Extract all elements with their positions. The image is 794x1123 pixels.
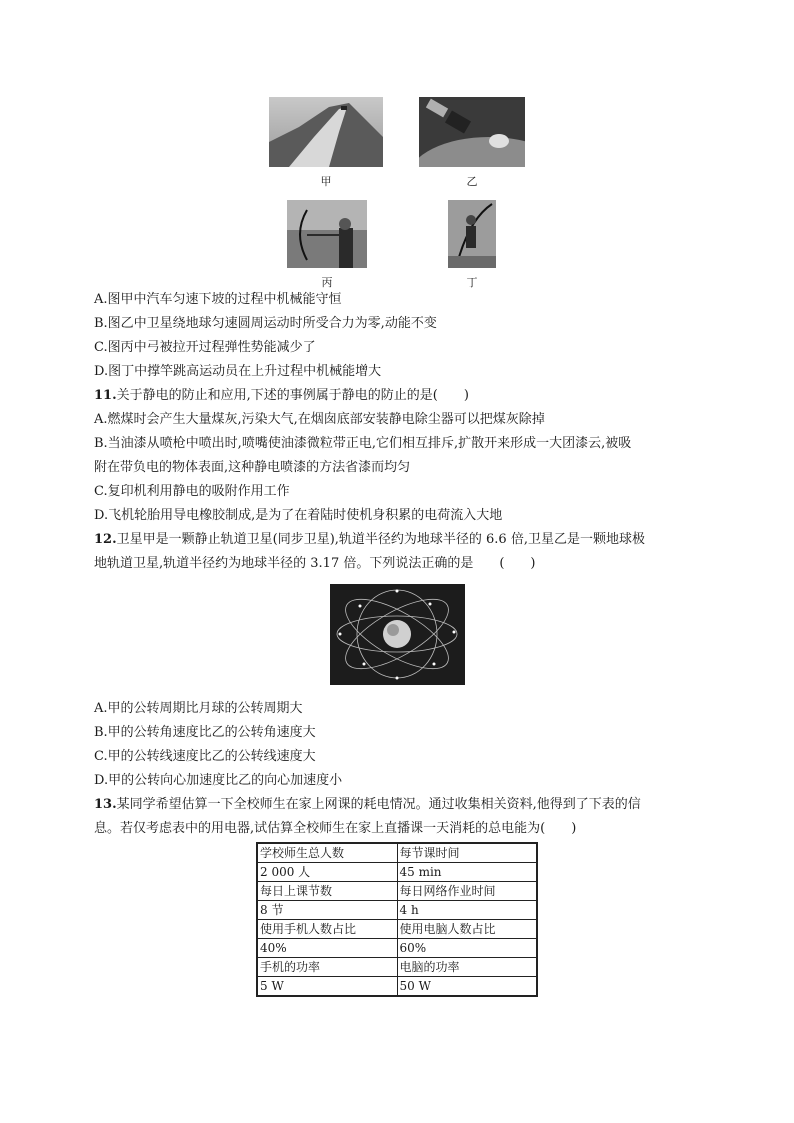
figure-yi-photo — [419, 97, 525, 167]
q12-option-a: A.甲的公转周期比月球的公转周期大 — [94, 701, 303, 716]
q12-stem-line2: 地轨道卫星,轨道半径约为地球半径的 3.17 倍。下列说法正确的是 ( ) — [94, 556, 536, 571]
table-cell: 45 min — [397, 863, 537, 882]
q13-stem-line1 — [94, 796, 641, 814]
q12-option-c: C.甲的公转线速度比乙的公转线速度大 — [94, 749, 316, 764]
table-cell: 学校师生总人数 — [257, 843, 397, 863]
q11-stem-text: 关于静电的防止和应用,下述的事例属于静电的防止的是( ) — [116, 388, 469, 403]
q11-option-b-cont: 附在带负电的物体表面,这种静电喷漆的方法省漆而均匀 — [94, 460, 411, 475]
q11-option-a: A.燃煤时会产生大量煤灰,污染大气,在烟囱底部安装静电除尘器可以把煤灰除掉 — [94, 412, 545, 427]
q10-option-d: D.图丁中撑竿跳高运动员在上升过程中机械能增大 — [94, 364, 382, 379]
table-row — [257, 958, 537, 977]
table-cell: 5 W — [257, 977, 397, 997]
table-cell: 使用电脑人数占比 — [397, 920, 537, 939]
q11-stem — [94, 387, 469, 405]
table-row — [257, 920, 537, 939]
table-cell: 40% — [257, 939, 397, 958]
figure-bing-caption: 丙 — [321, 276, 333, 289]
figure-yi-caption: 乙 — [466, 175, 478, 188]
table-row — [257, 863, 537, 882]
table-cell: 每节课时间 — [397, 843, 537, 863]
q12-stem-text: 卫星甲是一颗静止轨道卫星(同步卫星),轨道半径约为地球半径的 6.6 倍,卫星乙是一颗地球极 — [116, 532, 645, 547]
table-cell: 50 W — [397, 977, 537, 997]
figure-ding-caption: 丁 — [466, 276, 478, 289]
q13-number: 13. — [94, 797, 117, 812]
table-cell: 电脑的功率 — [397, 958, 537, 977]
q10-option-b: B.图乙中卫星绕地球匀速圆周运动时所受合力为零,动能不变 — [94, 316, 437, 331]
figure-ding-photo — [448, 200, 496, 268]
q11-option-d: D.飞机轮胎用导电橡胶制成,是为了在着陆时使机身积累的电荷流入大地 — [94, 508, 503, 523]
table-cell: 2 000 人 — [257, 863, 397, 882]
table-cell: 使用手机人数占比 — [257, 920, 397, 939]
q13-stem-line2: 息。若仅考虑表中的用电器,试估算全校师生在家上直播课一天消耗的总电能为( ) — [94, 821, 577, 836]
table-row — [257, 882, 537, 901]
q11-number: 11. — [94, 388, 117, 403]
table-cell: 8 节 — [257, 901, 397, 920]
q13-data-table — [256, 842, 538, 997]
figure-bing-photo — [287, 200, 367, 268]
figure-jia-photo — [269, 97, 383, 167]
q11-option-c: C.复印机利用静电的吸附作用工作 — [94, 484, 290, 499]
satellite-orbits-photo — [330, 584, 465, 685]
table-cell: 每日网络作业时间 — [397, 882, 537, 901]
table-cell: 60% — [397, 939, 537, 958]
q12-stem-line1 — [94, 531, 645, 549]
q10-option-c: C.图丙中弓被拉开过程弹性势能减少了 — [94, 340, 316, 355]
table-row — [257, 977, 537, 997]
table-row — [257, 843, 537, 863]
q12-option-d: D.甲的公转向心加速度比乙的向心加速度小 — [94, 773, 343, 788]
table-cell: 手机的功率 — [257, 958, 397, 977]
table-cell: 每日上课节数 — [257, 882, 397, 901]
q11-option-b: B.当油漆从喷枪中喷出时,喷嘴使油漆微粒带正电,它们相互排斥,扩散开来形成一大团漆云,被吸 — [94, 436, 632, 451]
q12-option-b: B.甲的公转角速度比乙的公转角速度大 — [94, 725, 316, 740]
q12-number: 12. — [94, 532, 117, 547]
table-row — [257, 939, 537, 958]
table-cell: 4 h — [397, 901, 537, 920]
q13-stem-text: 某同学希望估算一下全校师生在家上网课的耗电情况。通过收集相关资料,他得到了下表的信 — [116, 797, 641, 812]
figure-jia-caption: 甲 — [320, 175, 332, 188]
table-row — [257, 901, 537, 920]
q10-option-a: A.图甲中汽车匀速下坡的过程中机械能守恒 — [94, 292, 342, 307]
